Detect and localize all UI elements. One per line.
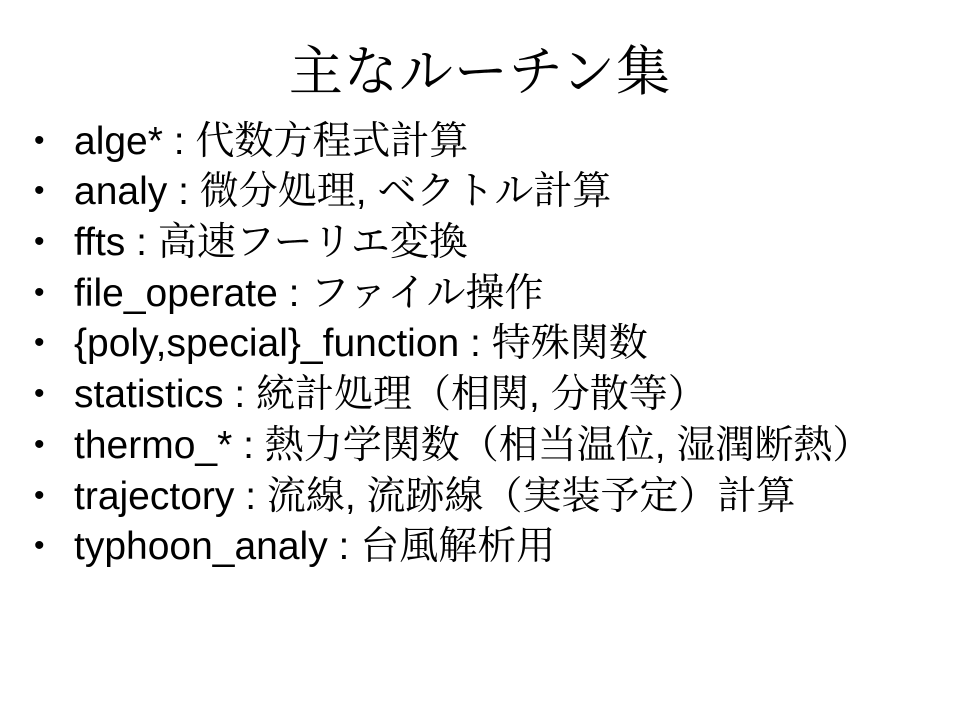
list-item [34, 421, 960, 472]
list-item-label: trajectory : 流線, 流跡線（実装予定）計算 [74, 474, 796, 518]
bullet-icon: • [34, 478, 45, 512]
list-item-label: statistics : 統計処理（相関, 分散等） [74, 373, 707, 417]
bullet-icon: • [34, 377, 45, 411]
bullet-icon: • [34, 529, 45, 563]
list-item-label: ffts : 高速フーリエ変換 [74, 221, 468, 265]
list-item [34, 472, 960, 523]
bullet-icon: • [34, 225, 45, 259]
list-item [34, 269, 960, 320]
list-item [34, 522, 960, 573]
list-item-label: {poly,special}_function : 特殊関数 [74, 322, 648, 366]
list-item [34, 117, 960, 168]
bullet-icon: • [34, 427, 45, 461]
list-item-label: analy : 微分処理, ベクトル計算 [74, 170, 612, 214]
routine-list [0, 117, 960, 573]
bullet-icon: • [34, 275, 45, 309]
list-item-label: thermo_* : 熱力学関数（相当温位, 湿潤断熱） [74, 423, 872, 467]
list-item [34, 319, 960, 370]
list-item-label: typhoon_analy : 台風解析用 [74, 525, 556, 569]
page-title: 主なルーチン集 [288, 42, 672, 102]
list-item [34, 218, 960, 269]
bullet-icon: • [34, 326, 45, 360]
list-item-label: file_operate : ファイル操作 [74, 271, 544, 315]
list-item [34, 370, 960, 421]
list-item [34, 167, 960, 218]
bullet-icon: • [34, 174, 45, 208]
bullet-icon: • [34, 123, 45, 157]
list-item-label: alge* : 代数方程式計算 [74, 119, 469, 163]
